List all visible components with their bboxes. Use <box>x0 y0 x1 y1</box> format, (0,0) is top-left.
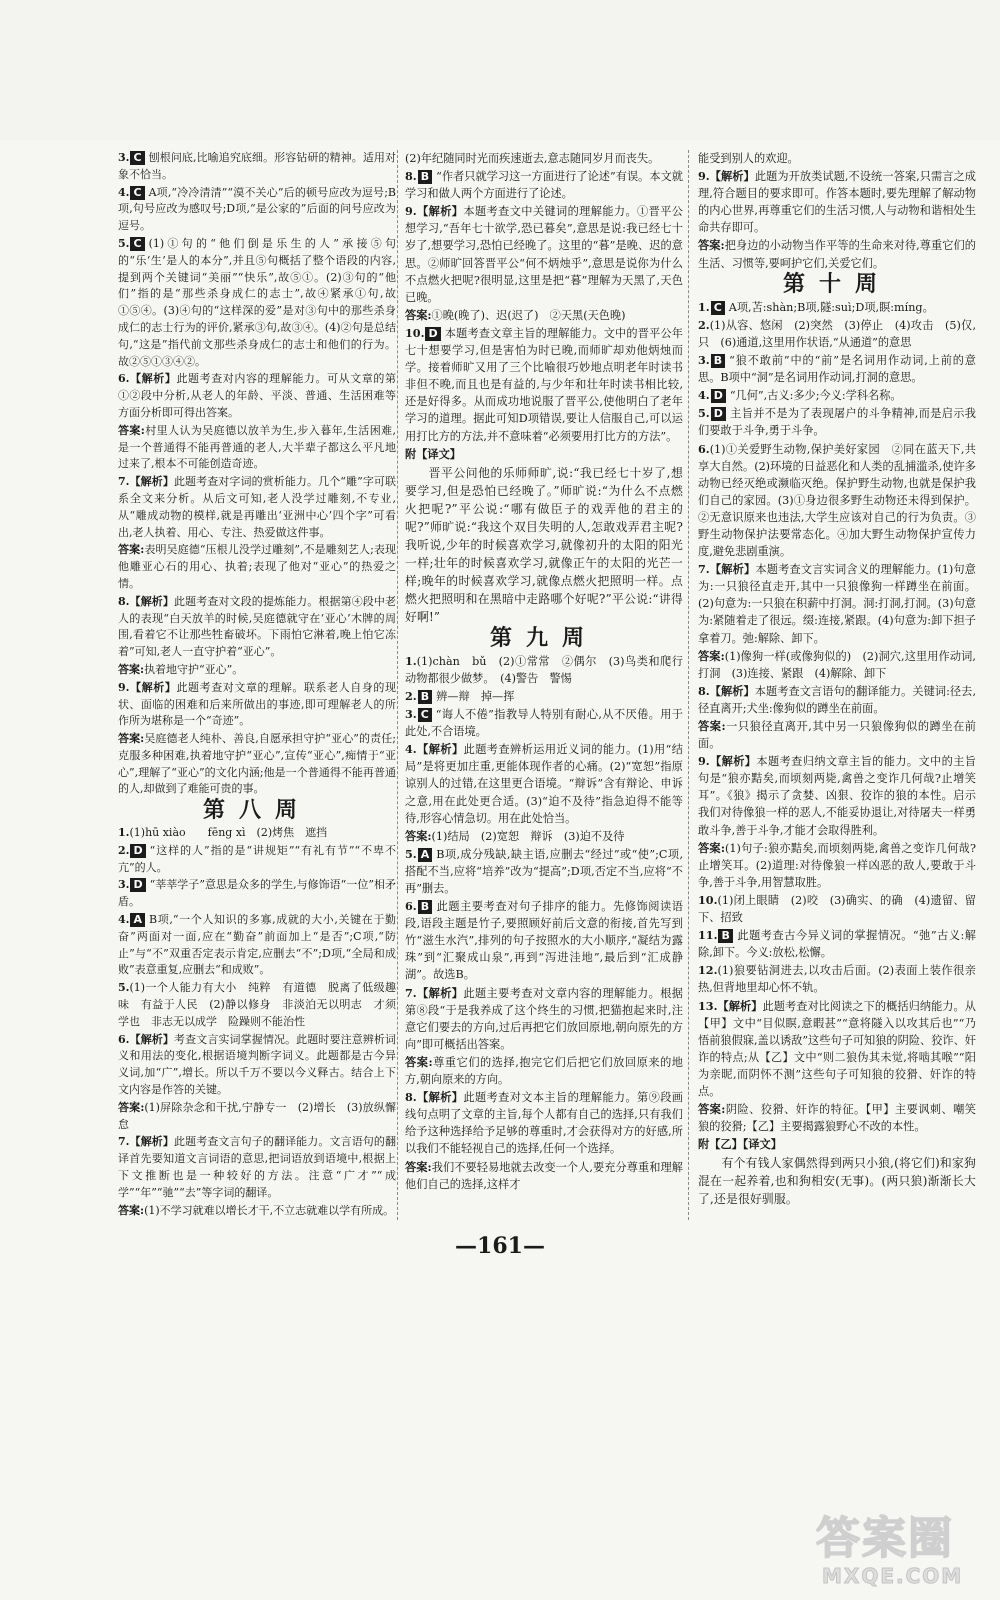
analysis-tag: 【解析】 <box>416 1090 464 1105</box>
question-number: 1. <box>118 826 130 840</box>
watermark-logo <box>816 1514 986 1592</box>
answer-label: 答案: <box>118 732 145 746</box>
question-item <box>698 561 976 646</box>
answer-label: 答案: <box>118 662 145 676</box>
question-number: 6. <box>118 1032 130 1046</box>
question-item <box>118 1032 396 1099</box>
paragraph-text: 此题考查辨析运用近义词的能力。(1)用“结局”是将更加庄重,更能体现作者的心痛。(2)“宽恕”指原谅别人的过错,在这里更合语境。“辩诉”含有辩论、申诉之意,用在此处更合适。(3)“迫不及待”指急迫得不能等待,形容心情急切。用在此处恰当。 <box>405 743 683 825</box>
paragraph-text: (1)闭上眼睛 (2)咬 (3)确实、的确 (4)遗留、留下、招致 <box>698 893 976 925</box>
question-item <box>698 998 976 1101</box>
paragraph-text: “狼不敢前”中的“前”是名词用作动词,上前的意思。B项中“洞”是名词用作动词,打洞的意思。 <box>698 354 976 385</box>
question-item <box>118 594 396 661</box>
paragraph-text: (1)①句的“他们倒是乐生的人”承接⑤句的“乐‘生’是人的本分”,并且⑤句概括了整个语段的内容,提到两个关键词“美丽”“快乐”,故⑤①。(2)③句的“他们”指的是“那些杀身成仁的志士”,故④紧承①句,故①⑤④。(3)④句的“这样深的爱”是对③句中的那些杀身成仁的志士行为的评价,紧承③句,故③④。(4)②句是总结句,“这是”指代前文那些杀身成仁的志士和他们的行为。故②⑤①③④②。 <box>118 236 396 368</box>
paragraph-text: “几何”,古义:多少;今义:学科名称。 <box>729 389 902 403</box>
analysis-tag: 【解析】 <box>416 742 464 757</box>
paragraph-text: (1)hū xiào fēng xì (2)烤焦 遮挡 <box>129 826 328 840</box>
choice-badge: D <box>711 407 726 421</box>
paragraph-text: A项,“冷冷清清”“漠不关心”后的顿号应改为逗号;B项,句号应改为感叹号;D项,“是公家的”后面的问号应改为逗号。 <box>118 185 396 233</box>
analysis-tag: 【解析】 <box>129 372 177 386</box>
section-heading: 第十周 <box>782 270 891 297</box>
choice-badge: A <box>130 913 145 927</box>
choice-badge: A <box>418 848 433 862</box>
paragraph-text: 一只狼径直离开,其中另一只狼像狗似的蹲坐在前面。 <box>698 720 976 751</box>
column-divider-right <box>688 150 689 1220</box>
paragraph-text: 吴庭德老人纯朴、善良,自愿承担守护“亚心”的责任;克服多种困难,执着地守护“亚心”,宣传“亚心”,痴情于“亚心”,理解了“亚心”的文化内涵;他是一个普通得不能再普通的人,却做到了难能可贵的事。 <box>118 732 396 796</box>
question-number: 1. <box>405 653 417 668</box>
question-item <box>698 441 976 561</box>
question-item <box>118 980 396 1030</box>
question-item <box>405 1089 683 1157</box>
question-item <box>698 352 976 386</box>
paragraph-text: “莘莘学子”意思是众多的学生,与修饰语“一位”相矛盾。 <box>118 878 396 909</box>
answer-paragraph <box>698 237 976 271</box>
question-number: 7. <box>405 985 417 1000</box>
paragraph-text: 此题主要考查对句子排序的能力。先修饰阅读语段,语段主题是竹子,要照顾好前后文意的衔接,首先写到竹“滋生水汽”,排列的句子按照水的大小顺序,“凝结为露珠”到“汇聚成山泉”,再到“泻进洼地”,最后到“汇成静湖”。故选B。 <box>405 900 683 982</box>
answer-paragraph <box>405 1159 683 1193</box>
question-item <box>405 325 683 445</box>
paragraph-text: 此题考查古今异义词的掌握情况。“弛”古义:解除,卸下。今义:放松,松懈。 <box>698 929 976 960</box>
question-item <box>698 299 976 316</box>
analysis-tag: 【解析】 <box>709 169 755 184</box>
answer-paragraph <box>405 1054 683 1088</box>
paragraph-text: “这样的人”指的是“讲规矩”“有礼有节”“不卑不亢”的人。 <box>118 843 396 874</box>
question-number: 8. <box>118 594 130 608</box>
question-number: 7. <box>698 562 710 577</box>
paragraph-text: “作者只就学习这一方面进行了论述”有误。本文就学习和做人两个方面进行了论述。 <box>405 170 683 201</box>
answer-label: 答案: <box>698 840 725 855</box>
question-number: 3. <box>118 878 130 892</box>
paragraph-text: (1)屏除杂念和干扰,宁静专一 (2)增长 (3)放纵懈怠 <box>118 1100 396 1131</box>
answer-paragraph <box>698 1101 976 1135</box>
analysis-tag: 【解析】 <box>129 680 177 694</box>
question-item <box>118 1134 396 1201</box>
paragraph-text: 此题为开放类试题,不设统一答案,只需言之成理,符合题目的要求即可。作答本题时,要先理解了解动物的内心世界,再尊重它们的生活习惯,人与动物和谐相处生命共存即可。 <box>698 170 976 235</box>
choice-badge: B <box>718 929 732 943</box>
translation-paragraph: 晋平公问他的乐师师旷,说:“我已经七十岁了,想要学习,但是恐怕已经晚了。”师旷说:“为什么不点燃火把呢?”平公说:“哪有做臣子的戏弄他的君主的呢?”师旷说:“我这个双目失明的人,怎敢戏弄君主呢?我听说,少年的时候喜欢学习,就像初升的太阳的阳光一样;壮年的时候喜欢学习,就像正午的太阳的光芒一样;晚年的时候喜欢学习,就像点燃火把照明一样。点燃火把照明和在黑暗中走路哪个好呢?”平公说:“讲得好啊!” <box>405 465 683 624</box>
paragraph-text: 我们不要轻易地就去改变一个人,要充分尊重和理解他们自己的选择,这样才 <box>405 1160 683 1191</box>
translation-label: 附【译文】 <box>405 446 461 461</box>
continued-paragraph <box>405 150 683 167</box>
paragraph-text: B项,成分残缺,缺主语,应删去“经过”或“使”;C项,搭配不当,应将“培养”改为“提高”;D项,否定不当,应将“不再”删去。 <box>405 847 683 895</box>
choice-badge: C <box>711 301 725 315</box>
paragraph-text: 尊重它们的选择,抱完它们后把它们放回原来的地方,朝向原来的方向。 <box>405 1055 683 1087</box>
paragraph-text: ①晚(晚了)、迟(迟了) ②天黑(天色晚) <box>431 308 626 322</box>
answer-label: 答案: <box>118 543 145 557</box>
question-item <box>405 168 683 202</box>
column-middle <box>405 150 683 1194</box>
paragraph-text: (1)句子:狼亦黠矣,而顷刻两毙,禽兽之变诈几何哉?止增笑耳。(2)道理:对待像狼一样凶恶的敌人,要敢于斗争,善于斗争,用智慧取胜。 <box>698 841 976 889</box>
answer-label: 答案: <box>698 648 725 663</box>
translation-label: 附【乙】【译文】 <box>698 1137 782 1152</box>
question-number: 4. <box>698 388 710 403</box>
question-number: 4. <box>118 185 130 199</box>
question-item <box>405 203 683 306</box>
question-number: 7. <box>118 475 130 489</box>
paragraph-text: 本题考查文章主旨的理解能力。文中的晋平公年七十想要学习,但是害怕为时已晚,而师旷却劝他炳烛而学。接着师旷又用了三个比喻很巧妙地点明老年时读书非但不晚,而且也是有益的,与少年和壮年时读书相比较,还是好得多。从而成功地说服了晋平公,使他明白了老年学习的道理。据此可知D项错误,要让人信服自己,可以运用打比方的方法,并不意味着“必须要用打比方的方法”。 <box>405 326 683 443</box>
paragraph-text: 此题考查对文章的理解。联系老人自身的现状、面临的困难和后来所做出的事迹,即可理解老人的所作所为堪称是一个“奇迹”。 <box>118 680 397 728</box>
question-number: 4. <box>405 742 417 757</box>
question-item <box>698 892 976 926</box>
answer-paragraph <box>118 1100 396 1134</box>
question-number: 1. <box>698 299 710 314</box>
choice-badge: B <box>418 690 432 704</box>
question-number: 9. <box>698 169 710 184</box>
question-number: 12. <box>698 963 718 978</box>
answer-paragraph <box>698 840 976 891</box>
question-item <box>698 317 976 351</box>
question-number: 2. <box>405 688 417 703</box>
question-number: 9. <box>698 754 710 769</box>
analysis-tag: 【解析】 <box>717 998 763 1013</box>
answer-label: 答案: <box>118 423 145 437</box>
question-number: 9. <box>405 204 417 219</box>
paragraph-text: (1)①关爱野生动物,保护美好家园 ②同在蓝天下,共享大自然。(2)环境的日益恶化和人类的乱捕滥杀,使许多动物已经灭绝或濒临灭绝。保护野生动物,也就是保护我们自己的家园。(3)①身边很多野生动物还未得到保护。②无意识原来也违法,大学生应该对自己的行为负责。③野生动物保护法要常态化。④加大野生动物保护宣传力度,避免悲剧重演。 <box>698 442 976 559</box>
section-heading: 第八周 <box>202 797 311 824</box>
question-item <box>118 150 396 184</box>
answer-label: 答案: <box>698 719 726 733</box>
paragraph-text: (1)一个人能力有大小 纯粹 有道德 脱离了低级趣味 有益于人民 (2)静以修身 非淡泊无以明志 才须学也 非志无以成学 险躁则不能治性 <box>118 981 396 1028</box>
translation-paragraph: 有个有钱人家偶然得到两只小狼,(将它们)和家狗混在一起养着,也和狗相安(无事)。(两只狼)渐渐长大了,还是很好驯服。 <box>698 1156 976 1207</box>
watermark-text: 答案圈 <box>816 1513 954 1564</box>
page-number: —161— <box>455 1233 545 1259</box>
question-number: 5. <box>118 981 130 995</box>
answer-paragraph <box>118 662 396 679</box>
continued-paragraph <box>698 150 976 167</box>
choice-badge: C <box>130 237 144 251</box>
paragraph-text: 把身边的小动物当作平等的生命来对待,尊重它们的生活、习惯等,要呵护它们,关爱它们。 <box>698 239 976 270</box>
question-item <box>405 985 683 1053</box>
question-number: 6. <box>405 899 417 914</box>
question-item <box>118 877 396 911</box>
analysis-tag: 【解析】 <box>709 754 757 769</box>
question-number: 6. <box>118 372 130 386</box>
paragraph-text: 此题考查文言句子的翻译能力。文言语句的翻译首先要知道文言词语的意思,把词语放到语境中,根据上下文推断也是一种较好的方法。注意“广才”“成学”“年”“驰”“去”等字词的翻译。 <box>118 1135 397 1199</box>
question-item <box>118 185 396 235</box>
question-item <box>118 474 396 541</box>
question-item <box>405 846 683 897</box>
question-item <box>698 387 976 404</box>
question-number: 3. <box>698 353 710 368</box>
answer-paragraph <box>118 731 396 798</box>
analysis-tag: 【解析】 <box>129 1032 175 1046</box>
question-item <box>698 168 976 236</box>
watermark-url: MXQE.COM <box>822 1564 964 1588</box>
choice-badge: D <box>130 844 145 858</box>
answer-paragraph <box>698 648 976 682</box>
paragraph-text: 本题考查文言语句的翻译能力。关键词:径去,径直离开;犬坐:像狗似的蹲坐在前面。 <box>698 684 976 715</box>
analysis-tag: 【解析】 <box>129 594 175 608</box>
question-number: 3. <box>118 151 130 164</box>
choice-badge: C <box>130 151 144 165</box>
question-number: 4. <box>118 913 130 927</box>
choice-badge: C <box>130 186 144 200</box>
answer-label: 答案: <box>698 238 725 253</box>
paragraph-text: 执着地守护“亚心”。 <box>144 662 244 676</box>
analysis-tag: 【解析】 <box>416 985 464 1000</box>
question-item <box>118 912 396 979</box>
column-left <box>118 150 396 1220</box>
answer-paragraph <box>698 718 976 752</box>
paragraph-text: (1)不学习就难以增长才干,不立志就难以学有所成。 <box>144 1203 395 1217</box>
paragraph-text: A项,苫:shàn;B项,隧:suì;D项,瞑:míng。 <box>728 300 934 314</box>
analysis-tag: 【解析】 <box>129 1135 175 1149</box>
answer-paragraph <box>118 423 396 473</box>
answer-label: 答案: <box>698 1102 726 1117</box>
paragraph-text: 表明吴庭德“压根儿没学过雕刻”,不是雕刻艺人;表现他雕亚心石的用心、执着;表现了他对“亚心”的热爱之情。 <box>118 543 397 590</box>
column-right <box>698 150 976 1210</box>
question-item <box>698 683 976 717</box>
question-item <box>405 688 683 705</box>
paragraph-text: 阴险、狡猾、奸诈的特征。【甲】主要讽刺、嘲笑狼的狡猾;【乙】主要揭露狼野心不改的本性。 <box>698 1103 976 1134</box>
column-divider-left <box>397 150 398 1220</box>
analysis-tag: 【解析】 <box>416 204 464 219</box>
paragraph-text: 辨—辩 掉—挥 <box>436 689 515 703</box>
choice-badge: B <box>418 900 432 914</box>
paragraph-text: 此题考查对文段的提炼能力。根据第④段中老人的表现“白天放羊的时候,吴庭德就守在‘亚心’木牌的周围,看着它不让那些牲畜破坏。下雨怕它淋着,晚上怕它冻着”可知,老人一直守护着“亚心”。 <box>118 594 397 659</box>
question-item <box>405 898 683 983</box>
answer-label: 答案: <box>118 1100 145 1114</box>
question-item <box>698 753 976 838</box>
paragraph-text: 考查文言实词掌握情况。此题时要注意辨析词义和用法的变化,根据语境判断字词义。此题都是古今异义词,加“广”,增长。所以千万不要以今义释古。结合上下文内容是作答的关键。 <box>118 1032 397 1097</box>
answer-label: 答案: <box>405 1159 432 1174</box>
question-number: 10. <box>405 325 425 340</box>
paragraph-text: 此题考查对内容的理解能力。可从文章的第①②段中分析,从老人的年龄、平淡、普通、生活困难等方面分析即可得出答案。 <box>118 372 397 419</box>
question-number: 2. <box>698 317 710 332</box>
question-number: 8. <box>405 169 417 184</box>
answer-label: 答案: <box>118 1203 145 1217</box>
paragraph-text: 本题考查归纳文章主旨的能力。文中的主旨句是“狼亦黠矣,而顷刻两毙,禽兽之变诈几何哉?止增笑耳”。《狼》揭示了贪婪、凶狠、狡诈的狼的本性。启示我们对待像狼一样的恶人,不能妥协退让,对待屠夫一样勇敢斗争,善于斗争,才能才会取得胜利。 <box>698 755 976 837</box>
question-item <box>698 405 976 439</box>
analysis-tag: 【解析】 <box>709 683 755 698</box>
answer-label: 答案: <box>405 1054 433 1069</box>
paragraph-text: (1)chàn bǔ (2)①常常 ②偶尔 (3)鸟类和爬行动物都很少做梦。 (4)警告 警惕 <box>405 654 683 685</box>
paragraph-text: 刨根问底,比喻追究底细。形容钻研的精神。适用对象不恰当。 <box>118 151 396 181</box>
section-heading: 第九周 <box>489 624 598 651</box>
paragraph-text: (1)从容、悠闲 (2)突然 (3)停止 (4)攻击 (5)仅,只 (6)通道,这里用作状语,“从通道”的意思 <box>698 318 976 349</box>
paragraph-text: 主旨并不是为了表现屠户的斗争精神,而是启示我们要敢于斗争,勇于斗争。 <box>698 407 976 438</box>
question-number: 8. <box>698 683 710 698</box>
paragraph-text: (2)年纪随同时光而疾速逝去,意志随同岁月而丧失。 <box>405 152 660 165</box>
question-item <box>405 706 683 740</box>
question-number: 3. <box>405 707 417 722</box>
paragraph-text: 本题考查文言实词含义的理解能力。(1)句意为:一只狼径直走开,其中一只狼像狗一样蹲坐在前面。(2)句意为:一只狼在积薪中打洞。洞:打洞,打洞。(3)句意为:紧随着走了很远。缀:连接,紧跟。(4)句意为:卸下担子拿着刀。弛:解除、卸下。 <box>698 563 976 645</box>
question-item <box>118 825 396 842</box>
paragraph-text: 本题考查文中关键词的理解能力。①晋平公想学习,“吾年七十欲学,恐已暮矣”,意思是说:我已经七十岁了,想要学习,恐怕已经晚了。这里的“暮”是晚、迟的意思。②师旷回答晋平公“何不炳烛乎”,意思是说你为什么不点燃火把呢?很明显,这里是把“暮”理解为天黑了,天色已晚。 <box>405 205 683 304</box>
question-item <box>698 962 976 996</box>
paragraph-text: (1)狼要钻洞进去,以攻击后面。(2)表面上装作很亲热,但背地里却心怀不轨。 <box>698 964 976 995</box>
answer-paragraph <box>118 1203 396 1220</box>
choice-badge: B <box>418 170 432 184</box>
question-item <box>405 741 683 826</box>
top-margin <box>0 0 1000 140</box>
answer-paragraph <box>118 542 396 592</box>
paragraph-text: 此题考查对文本主旨的理解能力。第⑨段画线句点明了文章的主旨,每个人都有自己的选择,只有我们给予这种选择给予足够的尊重时,才会获得对方的好感,所以我们不能轻视自己的选择,任何一个选择。 <box>405 1091 683 1156</box>
choice-badge: C <box>418 708 432 722</box>
question-number: 13. <box>698 998 718 1013</box>
answer-paragraph <box>405 828 683 845</box>
paragraph-text: (1)结局 (2)宽恕 辩诉 (3)迫不及待 <box>431 829 625 843</box>
paragraph-text: 村里人认为吴庭德以放羊为生,步入暮年,生活困难,是一个普通得不能再普通的老人,大半辈子都这么平凡地过来了,根本不可能创造奇迹。 <box>118 423 396 471</box>
question-item <box>698 927 976 961</box>
paragraph-text: 此题考查对比阅读之下的概括归纳能力。从【甲】文中“目似瞑,意暇甚”“意将隧入以攻其后也”“乃悟前狼假寐,盖以诱敌”这些句子可知狼的阴险、狡诈、奸诈的特点;从【乙】文中“则二狼伪其未觉,将啮其喉”“阳为亲昵,而阴怀不测”这些句子可知狼的狡猾、奸诈的特点。 <box>698 999 976 1098</box>
paragraph-text: (1)像狗一样(或像狗似的) (2)洞穴,这里用作动词,打洞 (3)连接、紧跟 (4)解除、卸下 <box>698 649 976 680</box>
question-item <box>118 843 396 877</box>
choice-badge: D <box>425 327 440 341</box>
choice-badge: D <box>130 878 145 892</box>
paragraph-text: 能受到别人的欢迎。 <box>698 152 799 165</box>
answer-label: 答案: <box>405 307 432 322</box>
choice-badge: B <box>711 354 725 368</box>
question-number: 6. <box>698 441 710 456</box>
question-item <box>118 371 396 421</box>
question-number: 2. <box>118 843 130 857</box>
question-number: 7. <box>118 1135 130 1149</box>
analysis-tag: 【解析】 <box>709 562 756 577</box>
question-number: 9. <box>118 680 130 694</box>
question-number: 11. <box>698 928 718 943</box>
question-item <box>405 653 683 687</box>
question-number: 10. <box>698 892 718 907</box>
question-number: 5. <box>698 406 710 421</box>
answer-paragraph <box>405 307 683 324</box>
question-item <box>118 236 396 370</box>
question-number: 5. <box>118 236 130 250</box>
paragraph-text: 此题主要考查对文章内容的理解能力。根据第⑧段“于是我养成了这个终生的习惯,把猫抱起来时,注意它们要去的方向,过后再把它们放回原地,朝向原先的方向”即可概括出答案。 <box>405 986 683 1051</box>
question-number: 5. <box>405 846 417 861</box>
paragraph-text: B项,“一个人知识的多寡,成就的大小,关键在于勤奋”两面对一面,应在“勤奋”前面加上“是否”;C项,“防止”与“不”双重否定表示肯定,应删去“不”;D项,“全局和成败”表意重复,应删去“和成败”。 <box>118 913 396 977</box>
paragraph-text: 此题考查对字词的赏析能力。几个“雕”字可联系全文来分析。从后文可知,老人没学过雕刻,不专业,从“雕成动物的模样,就是再雕出‘亚洲中心’四个字”可看出,老人执着、用心、专注、热爱做这件事。 <box>118 475 396 539</box>
analysis-tag: 【解析】 <box>129 475 174 489</box>
question-number: 8. <box>405 1090 417 1105</box>
question-item <box>118 680 396 730</box>
choice-badge: D <box>711 389 726 403</box>
paragraph-text: “诲人不倦”指教导人特别有耐心,从不厌倦。用于此处,不合语境。 <box>405 708 683 739</box>
answer-label: 答案: <box>405 828 432 843</box>
